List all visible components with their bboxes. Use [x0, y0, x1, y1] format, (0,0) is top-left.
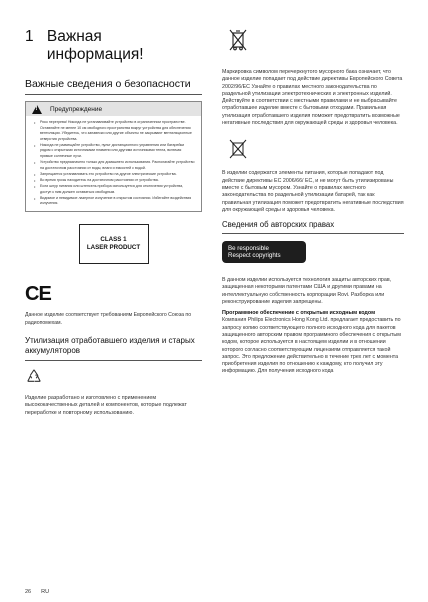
respect-copyrights-logo: [222, 241, 306, 263]
language-code: RU: [41, 589, 50, 595]
weee-text: Маркировка символом перечеркнутого мусорного бака означает, что данное изделие попадает под действие директивы Европейского Совета 2002/96/EC Узнайте о правилах местного законодательства по раздельной утилизации электротехнических и электронных изделий. Действуйте в соответствии с местными правилами и не выбрасывайте отработавшее изделие вместе с бытовыми отходами. Правильная утилизация отработавшего изделия поможет предотвратить возможные негативные последствия для окружающей среды и здоровья человека.: [222, 69, 403, 127]
crossed-bin-icon: [228, 28, 248, 52]
warning-item: • Риск перегрева! Никогда не устанавливайте устройство в ограниченном пространстве. Оставляйте не менее 10 см свободного пространства вокруг устройства для обеспечения вентиляции. Убедитесь, что занавески или другие объекты не закрывают вентиляционные отверстия устройства.: [34, 120, 195, 142]
laser-product-line: LASER PRODUCT: [86, 244, 141, 252]
ce-mark-icon: [25, 283, 55, 306]
warning-list: [26, 116, 201, 207]
warning-item: • Видимое и невидимое лазерное излучение в открытом состоянии. Избегайте воздействия излучения.: [34, 196, 195, 207]
recycle-icon: [25, 368, 43, 384]
warning-header: [26, 102, 201, 116]
warning-item: • Во время грозы находитесь на достаточном расстоянии от устройства.: [34, 178, 195, 184]
right-column: [222, 28, 404, 376]
chapter-title: Важная информация!: [46, 28, 144, 63]
chapter-number: 1: [25, 28, 34, 45]
laser-class-label: [79, 224, 149, 264]
disposal-heading: Утилизация отработавшего изделия и старых аккумуляторов: [25, 336, 202, 361]
battery-bin-icon: [228, 139, 248, 159]
opensource-heading: Программное обеспечение с открытым исходным кодом: [222, 310, 376, 317]
chapter-heading: [25, 28, 202, 64]
warning-item: • Никогда не размещайте устройство, пульт дистанционного управления или батарейки рядом с открытыми источниками пламени или другими источниками тепла, включая прямые солнечные лучи.: [34, 143, 195, 160]
copyright-heading: Сведения об авторских правах: [222, 220, 404, 234]
respect-logo-line1: Be responsible: [228, 244, 269, 252]
warning-item: • Устройство предназначено только для домашнего использования. Располагайте устройство на достаточном расстоянии от воды, влаги и емкостей с водой.: [34, 160, 195, 171]
warning-triangle-icon: [32, 105, 42, 114]
page-footer: [25, 589, 49, 595]
battery-text: В изделии содержатся элементы питания, которые попадают под действие директивы ЕС 2006/66/ EC, и не могут быть утилизированы вместе с бытовым мусором. Узнайте о правилах местного законодательства по раздельной утилизации батарей, так как правильная утилизация поможет предотвратить негативные последствия для окружающей среды и здоровья человека.: [222, 170, 404, 213]
left-column: [25, 28, 202, 417]
ce-mark: CE: [25, 283, 51, 306]
page-number: 26: [25, 589, 32, 595]
ce-text: Данное изделие соответствует требованиям Европейского Союза по радиопомехам.: [25, 312, 192, 326]
laser-class-line: CLASS 1: [100, 236, 127, 244]
safety-heading: Важные сведения о безопасности: [25, 78, 202, 95]
warning-item: • Запрещается устанавливать это устройство на другие электрические устройства.: [34, 172, 195, 178]
warning-box: [25, 101, 202, 212]
opensource-text: Компания Philips Electronics Hong Kong Ltd. предлагает предоставить по запросу копию соответствующего полного исходного кода для пакетов защищенного авторским правом программного обеспечения с открытым кодом, которое используется в настоящем изделии и в отношении которого согласно соответствующим лицензиям отправляется такой запрос. Это предложение действительно в течение трех лет с момента приобретения изделия по отношению к каждому, кто получил эту информацию. Для получения исходного кода: [222, 317, 401, 375]
disposal-text: Изделие разработано и изготовлено с применением высококачественных деталей и компонентов, которые подлежат переработке и повторному использованию.: [25, 394, 187, 416]
warning-label: Предупреждение: [50, 105, 103, 113]
copyright-text: В данном изделии используется технология защиты авторских прав, защищенная некоторыми патентами США и другими правами на интеллектуальную собственность корпорации Rovi. Разборка или реконструирование изделия запрещены.: [222, 277, 392, 306]
warning-item: • Если шнур питания или штепсель прибора используется для отключения устройства, доступ к ним должен оставаться свободным.: [34, 184, 195, 195]
respect-logo-line2: Respect copyrights: [228, 252, 281, 260]
